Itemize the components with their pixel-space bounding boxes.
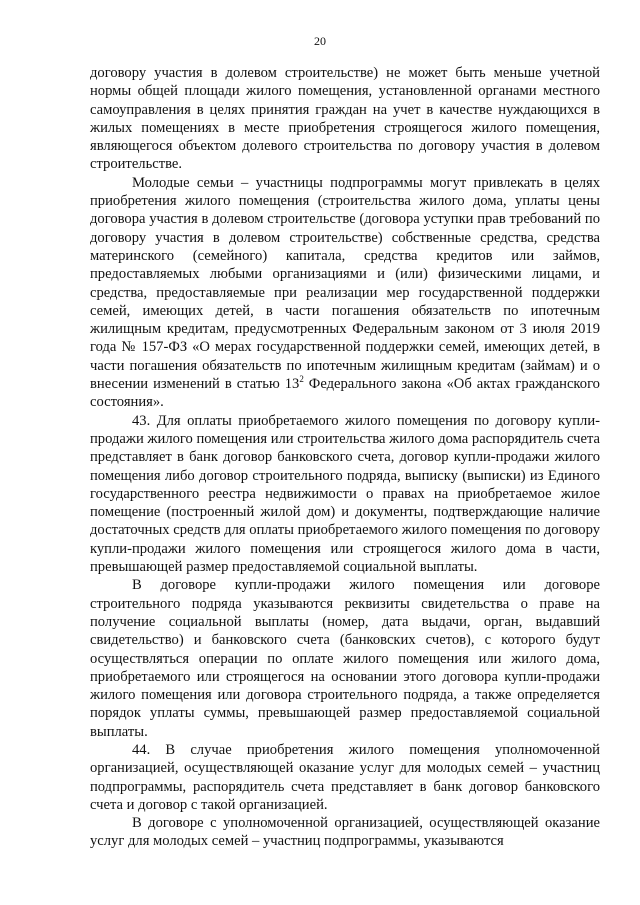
paragraph <box>90 174 600 412</box>
superscript: 2 <box>299 374 304 385</box>
paragraph: В договоре купли-продажи жилого помещения или договоре строительного подряда указываются реквизиты свидетельства о праве на получение социальной выплаты (номер, дата выдачи, орган, выдавший свидетельство) и банковского счета (банковских счетов), с которого будут осуществляться операции по оплате жилого помещения или жилого дома, приобретаемого или строящегося на основании этого договора купли-продажи жилого помещения или договора строительного подряда, а также определяется порядок уплаты суммы, превышающей размер предоставляемой социальной выплаты. <box>90 577 600 740</box>
page-number: 20 <box>314 34 326 48</box>
document-body <box>90 64 600 851</box>
paragraph: договору участия в долевом строительстве) не может быть меньше учетной нормы общей площади жилого помещения, установленной органами местного самоуправления в целях принятия граждан на учет в качестве нуждающихся в жилых помещениях в месте приобретения строящегося жилого помещения, являющегося объектом долевого строительства по договору участия в долевом строительстве. <box>90 65 600 173</box>
paragraph-text: Молодые семьи – участницы подпрограммы могут привлекать в целях приобретения жилого помещения (строительства жилого дома, уплаты цены договора участия в долевом строительстве (договора уступки прав требований по договору участия в долевом строительстве) собственные средства, средства материнского (семейного) капитала, средства кредитов или займов, предоставляемых любыми организациями и (или) физическими лицами, и средства, предоставляемые при реализации мер государственной поддержки семей, имеющих детей, в части погашения обязательств по ипотечным жилищным кредитам, предусмотренных Федеральным законом от 3 июля 2019 года № 157-ФЗ «О мерах государственной поддержки семей, имеющих детей, в части погашения обязательств по ипотечным жилищным кредитам (займам) и о внесении изменений в статью 13 <box>90 174 600 393</box>
paragraph: 44. В случае приобретения жилого помещения уполномоченной организацией, осуществляющей оказание услуг для молодых семей – участниц подпрограммы, распорядитель счета представляет в банк договор банковского счета и договор с такой организацией. <box>90 741 600 813</box>
paragraph: 43. Для оплаты приобретаемого жилого помещения по договору купли-продажи жилого помещения или строительства жилого дома распорядитель счета представляет в банк договор банковского счета, договор купли-продажи жилого помещения либо договор строительного подряда, выписку (выписки) из Единого государственного реестра недвижимости о правах на приобретаемое жилое помещение (построенный жилой дом) и документы, подтверждающие наличие достаточных средств для оплаты приобретаемого жилого помещения по договору купли-продажи жилого помещения или строящегося жилого дома в части, превышающей размер предоставляемой социальной выплаты. <box>90 412 600 576</box>
paragraph: В договоре с уполномоченной организацией, осуществляющей оказание услуг для молодых семей – участниц подпрограммы, указываются <box>90 815 600 850</box>
paragraph-text-tail: Федерального закона «Об актах гражданского состояния». <box>90 376 600 411</box>
